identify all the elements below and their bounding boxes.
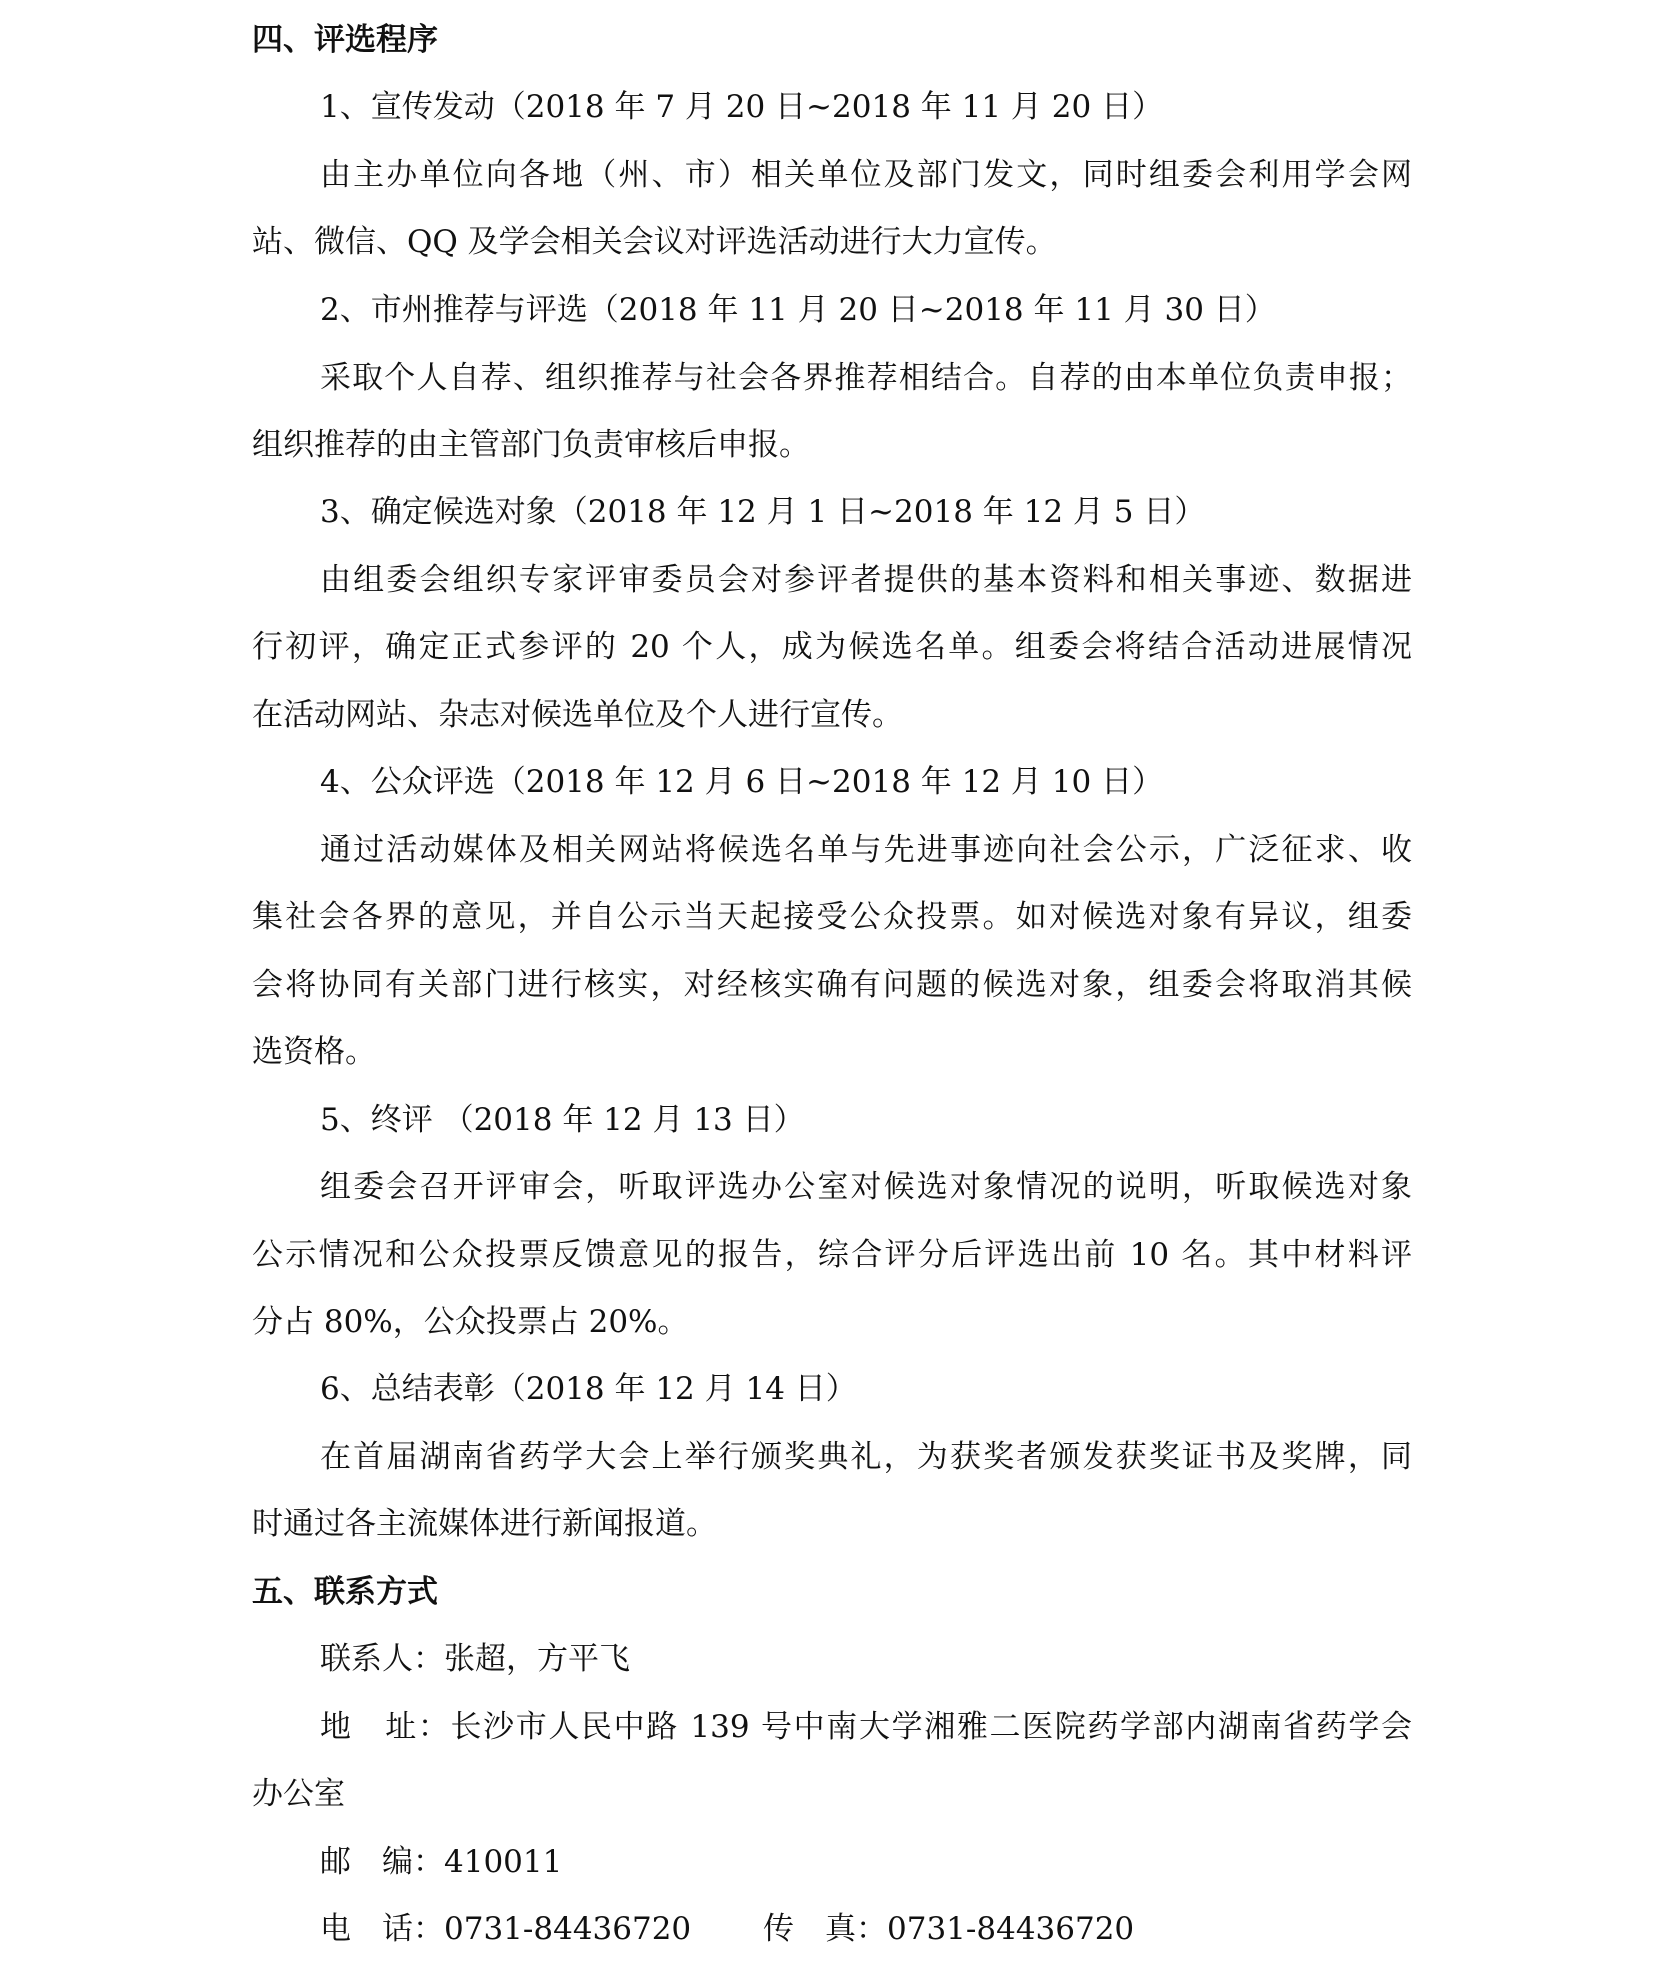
step-2-body-line: 组织推荐的由主管部门负责审核后申报。 (252, 427, 810, 463)
step-1-title: 1、宣传发动（2018 年 7 月 20 日~2018 年 11 月 20 日） (320, 89, 1164, 125)
step-4-title: 4、公众评选（2018 年 12 月 6 日~2018 年 12 月 10 日） (320, 764, 1164, 800)
contact-person: 联系人：张超，方平飞 (320, 1641, 630, 1677)
step-6-title: 6、总结表彰（2018 年 12 月 14 日） (320, 1371, 857, 1407)
step-3-body-line: 行初评，确定正式参评的 20 个人，成为候选名单。组委会将结合活动进展情况 (252, 629, 1412, 665)
address-line: 地 址：长沙市人民中路 139 号中南大学湘雅二医院药学部内湖南省药学会 (320, 1709, 1412, 1745)
step-4-body-line: 集社会各界的意见，并自公示当天起接受公众投票。如对候选对象有异议，组委 (252, 899, 1412, 935)
step-5-body-line: 分占 80%，公众投票占 20%。 (252, 1304, 689, 1340)
step-2-body-line: 采取个人自荐、组织推荐与社会各界推荐相结合。自荐的由本单位负责申报； (320, 360, 1412, 396)
step-2-title: 2、市州推荐与评选（2018 年 11 月 20 日~2018 年 11 月 30 日） (320, 292, 1276, 328)
section-4-heading: 四、评选程序 (252, 22, 438, 58)
step-5-title: 5、终评 （2018 年 12 月 13 日） (320, 1102, 805, 1138)
step-4-body-line: 会将协同有关部门进行核实，对经核实确有问题的候选对象，组委会将取消其候 (252, 967, 1412, 1003)
postcode: 邮 编：410011 (320, 1844, 563, 1880)
step-5-body-line: 公示情况和公众投票反馈意见的报告，综合评分后评选出前 10 名。其中材料评 (252, 1237, 1412, 1273)
step-6-body-line: 时通过各主流媒体进行新闻报道。 (252, 1506, 717, 1542)
step-5-body-line: 组委会召开评审会，听取评选办公室对候选对象情况的说明，听取候选对象 (320, 1169, 1412, 1205)
step-3-body-line: 在活动网站、杂志对候选单位及个人进行宣传。 (252, 697, 903, 733)
step-6-body-line: 在首届湖南省药学大会上举行颁奖典礼，为获奖者颁发获奖证书及奖牌，同 (320, 1439, 1412, 1475)
section-5-heading: 五、联系方式 (252, 1574, 438, 1610)
phone-fax: 电 话：0731-84436720 传 真：0731-84436720 (320, 1911, 1135, 1947)
step-3-title: 3、确定候选对象（2018 年 12 月 1 日~2018 年 12 月 5 日） (320, 494, 1206, 530)
step-1-body-line: 由主办单位向各地（州、市）相关单位及部门发文，同时组委会利用学会网 (320, 157, 1412, 193)
step-3-body-line: 由组委会组织专家评审委员会对参评者提供的基本资料和相关事迹、数据进 (320, 562, 1412, 598)
step-4-body-line: 通过活动媒体及相关网站将候选名单与先进事迹向社会公示，广泛征求、收 (320, 832, 1412, 868)
step-1-body-line: 站、微信、QQ 及学会相关会议对评选活动进行大力宣传。 (252, 224, 1057, 260)
step-4-body-line: 选资格。 (252, 1034, 376, 1070)
address-line: 办公室 (252, 1776, 345, 1812)
